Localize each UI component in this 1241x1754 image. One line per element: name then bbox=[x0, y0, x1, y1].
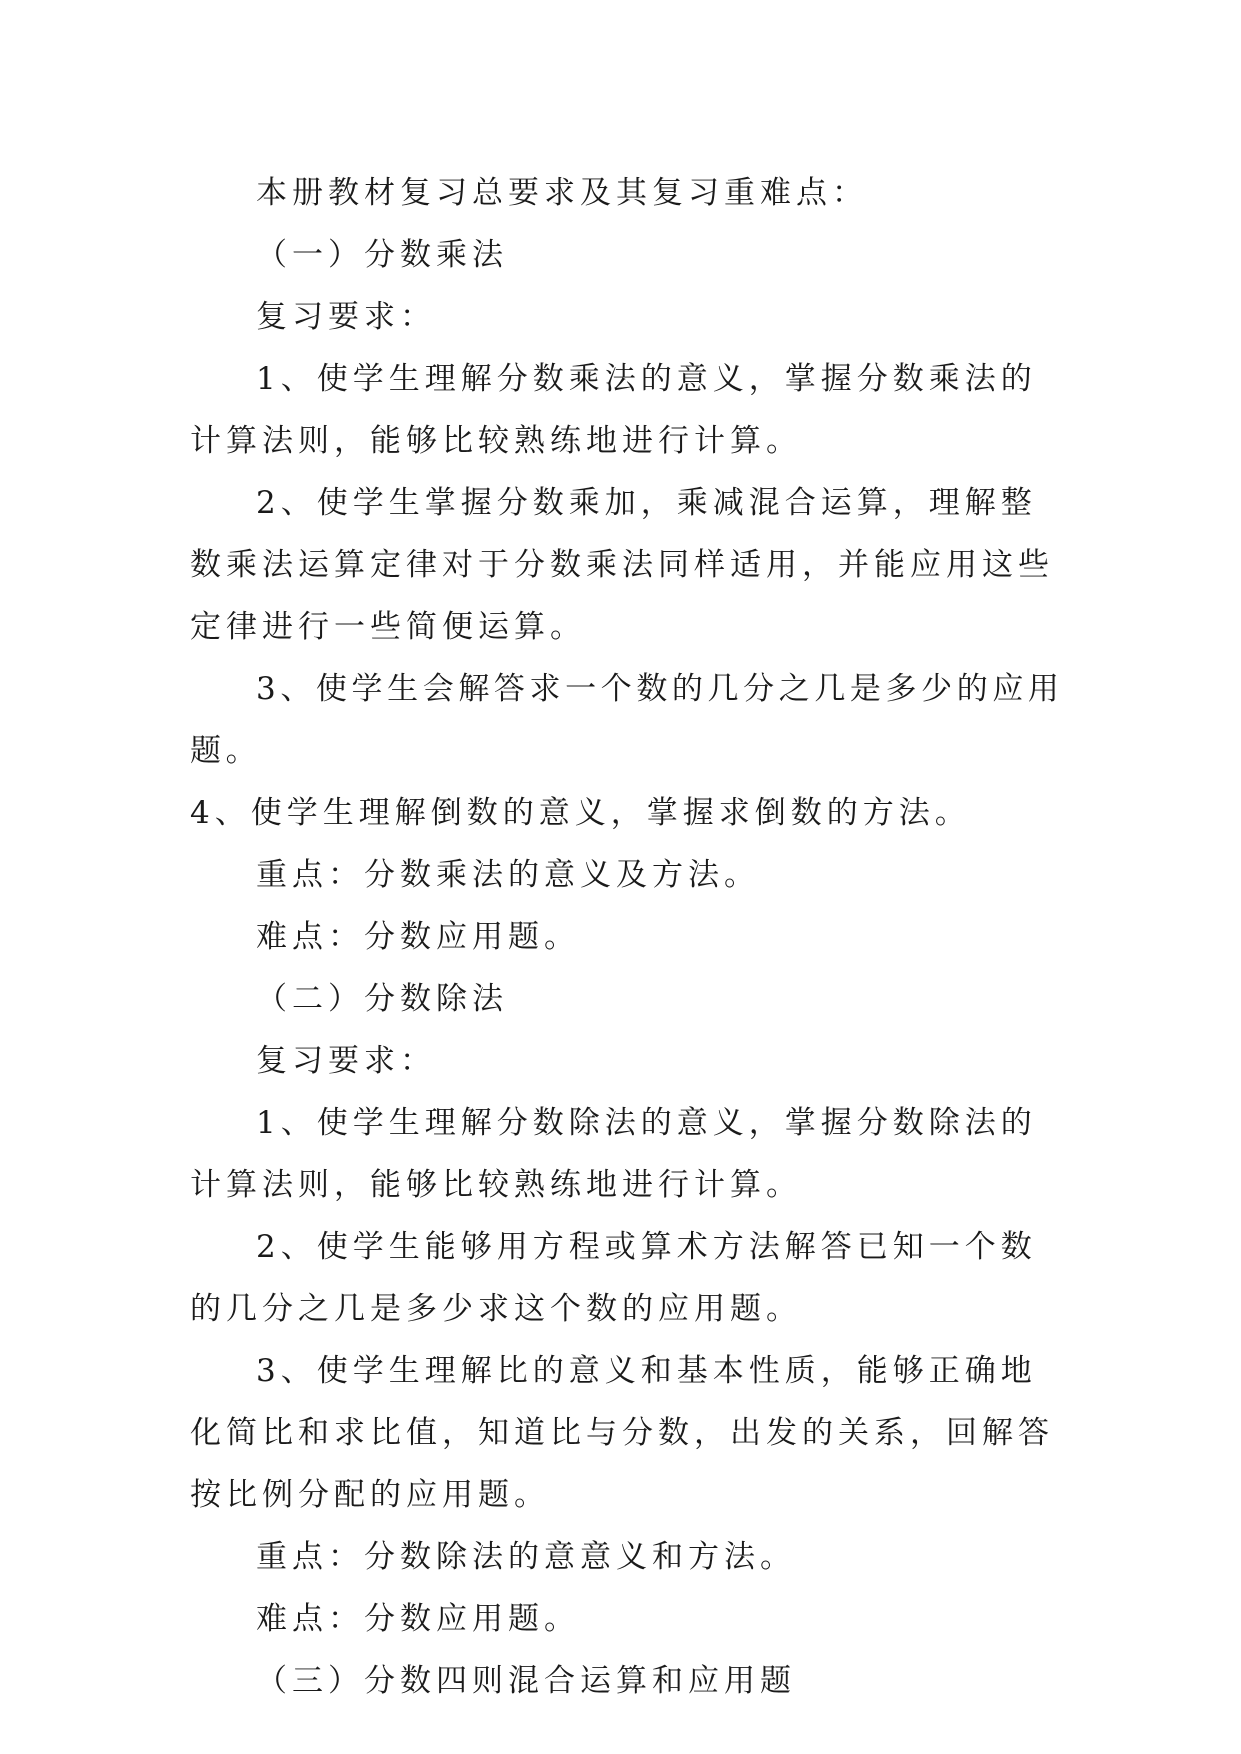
requirement-1-4: 4、使学生理解倒数的意义，掌握求倒数的方法。 bbox=[190, 795, 971, 831]
section-heading-2: （二）分数除法 bbox=[256, 981, 508, 1017]
key-point-2: 重点：分数除法的意意义和方法。 bbox=[256, 1539, 796, 1575]
section-intro-heading: 本册教材复习总要求及其复习重难点： bbox=[256, 175, 868, 211]
requirements-label-2: 复习要求： bbox=[256, 1043, 436, 1079]
difficulty-1: 难点：分数应用题。 bbox=[256, 919, 580, 955]
requirement-1-2: 2、使学生掌握分数乘加，乘减混合运算，理解整数乘法运算定律对于分数乘法同样适用，并能应用这些定律进行一些简便运算。 bbox=[190, 485, 1054, 645]
requirement-2-3: 3、使学生理解比的意义和基本性质，能够正确地化简比和求比值，知道比与分数，出发的关系，回解答按比例分配的应用题。 bbox=[190, 1353, 1054, 1513]
section-heading-3: （三）分数四则混合运算和应用题 bbox=[256, 1663, 796, 1699]
requirement-1-1: 1、使学生理解分数乘法的意义，掌握分数乘法的计算法则，能够比较熟练地进行计算。 bbox=[190, 361, 1037, 459]
document-body bbox=[190, 162, 1070, 1712]
key-point-1: 重点：分数乘法的意义及方法。 bbox=[256, 857, 760, 893]
section-heading-1: （一）分数乘法 bbox=[256, 237, 508, 273]
requirements-label-1: 复习要求： bbox=[256, 299, 436, 335]
difficulty-2: 难点：分数应用题。 bbox=[256, 1601, 580, 1637]
requirement-2-1: 1、使学生理解分数除法的意义，掌握分数除法的计算法则，能够比较熟练地进行计算。 bbox=[190, 1105, 1037, 1203]
requirement-1-3: 3、使学生会解答求一个数的几分之几是多少的应用题。 bbox=[190, 671, 1064, 769]
requirement-2-2: 2、使学生能够用方程或算术方法解答已知一个数的几分之几是多少求这个数的应用题。 bbox=[190, 1229, 1037, 1327]
